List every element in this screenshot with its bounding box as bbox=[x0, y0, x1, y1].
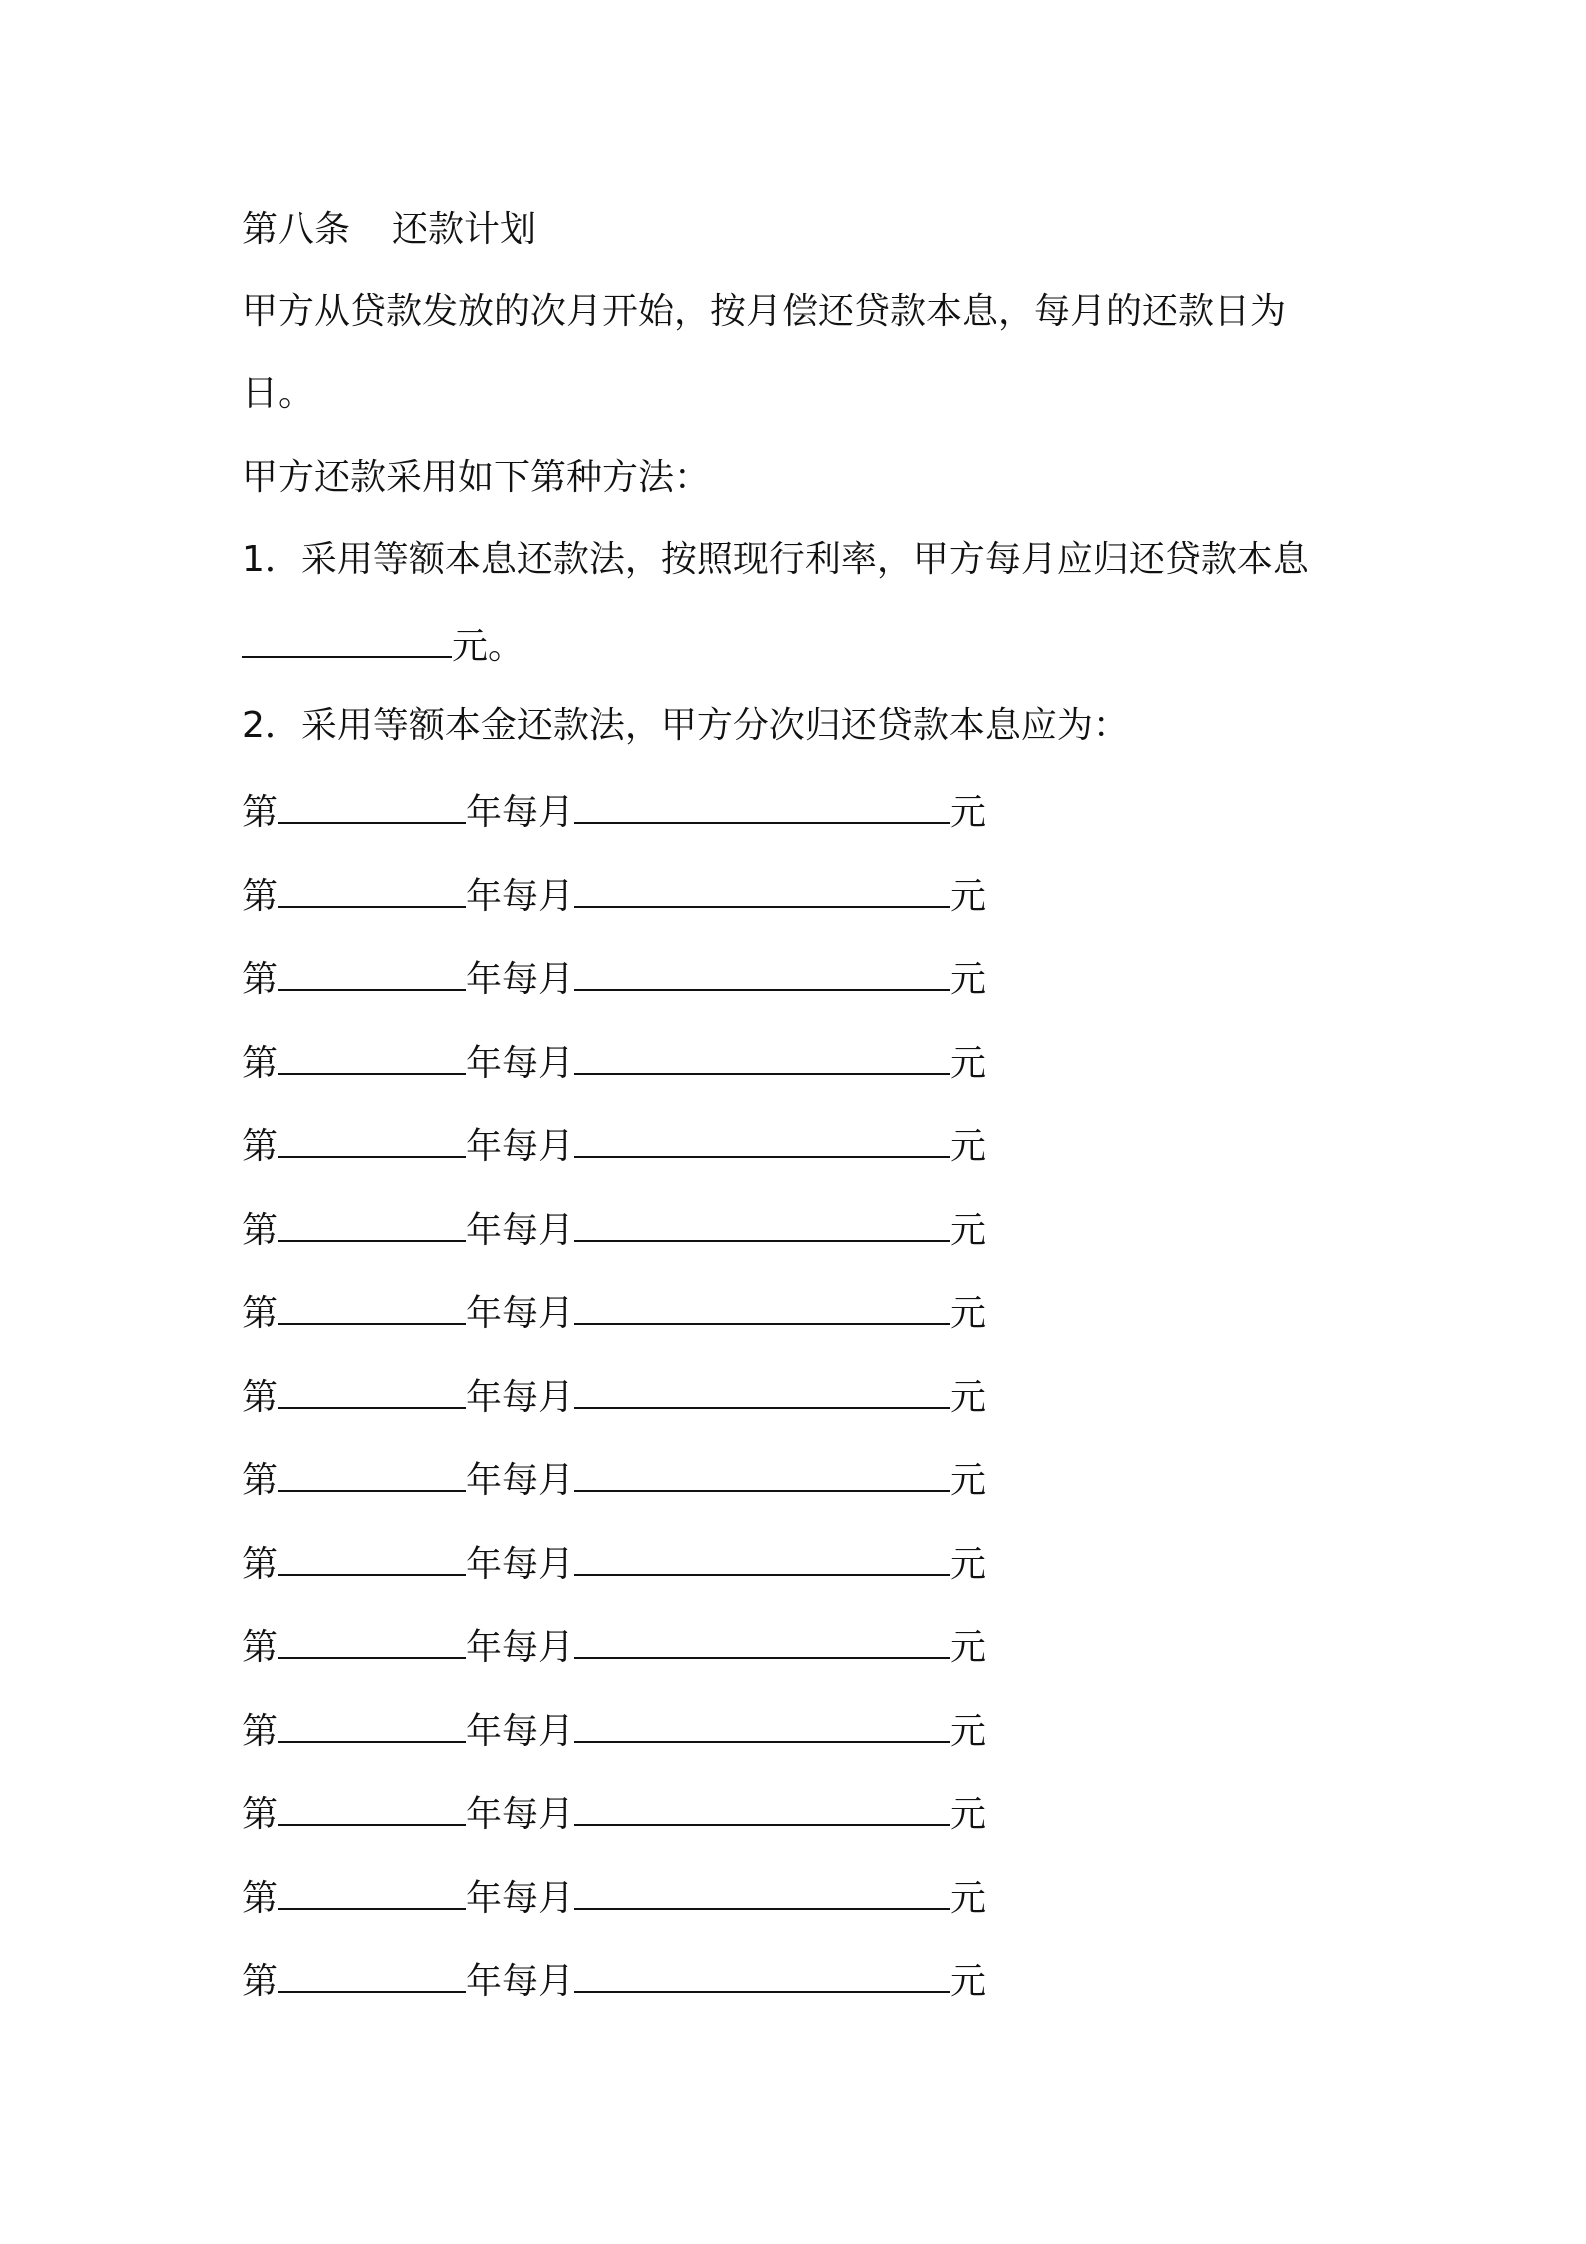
year-blank[interactable] bbox=[278, 1874, 466, 1910]
schedule-row-prefix: 第 bbox=[242, 1210, 279, 1251]
year-blank[interactable] bbox=[278, 1289, 466, 1325]
amount-blank[interactable] bbox=[574, 1707, 950, 1743]
schedule-row bbox=[242, 1373, 986, 1420]
article-heading bbox=[242, 208, 536, 252]
schedule-row-middle: 年每月 bbox=[466, 1544, 575, 1585]
year-blank[interactable] bbox=[278, 1456, 466, 1492]
schedule-row-prefix: 第 bbox=[242, 1126, 279, 1167]
schedule-row-suffix: 元 bbox=[950, 1961, 987, 2002]
amount-blank[interactable] bbox=[574, 788, 950, 824]
schedule-row-prefix: 第 bbox=[242, 1460, 279, 1501]
schedule-row-prefix: 第 bbox=[242, 1544, 279, 1585]
year-blank[interactable] bbox=[278, 1707, 466, 1743]
schedule-row-prefix: 第 bbox=[242, 792, 279, 833]
amount-blank[interactable] bbox=[574, 1373, 950, 1409]
monthly-amount-blank[interactable] bbox=[242, 622, 452, 658]
amount-blank[interactable] bbox=[574, 1039, 950, 1075]
schedule-row-suffix: 元 bbox=[950, 1293, 987, 1334]
schedule-row-prefix: 第 bbox=[242, 1293, 279, 1334]
schedule-row-suffix: 元 bbox=[950, 959, 987, 1000]
article-number: 第八条 bbox=[242, 209, 351, 250]
method-1-suffix: 元。 bbox=[452, 626, 525, 667]
schedule-row bbox=[242, 1540, 986, 1587]
method-1-line-2 bbox=[242, 622, 524, 669]
schedule-row bbox=[242, 1289, 986, 1336]
year-blank[interactable] bbox=[278, 1790, 466, 1826]
schedule-row-middle: 年每月 bbox=[466, 959, 575, 1000]
paragraph-2: 甲方还款采用如下第种方法： bbox=[242, 457, 711, 498]
schedule-row-suffix: 元 bbox=[950, 876, 987, 917]
schedule-row bbox=[242, 1122, 986, 1169]
year-blank[interactable] bbox=[278, 872, 466, 908]
schedule-row-prefix: 第 bbox=[242, 959, 279, 1000]
paragraph-1-line-2: 日。 bbox=[242, 373, 315, 414]
schedule-row-middle: 年每月 bbox=[466, 792, 575, 833]
amount-blank[interactable] bbox=[574, 1957, 950, 1993]
schedule-row bbox=[242, 1707, 986, 1754]
amount-blank[interactable] bbox=[574, 1623, 950, 1659]
schedule-row bbox=[242, 1623, 986, 1670]
year-blank[interactable] bbox=[278, 1206, 466, 1242]
schedule-row-middle: 年每月 bbox=[466, 1794, 575, 1835]
schedule-row bbox=[242, 1039, 986, 1086]
schedule-row-prefix: 第 bbox=[242, 1878, 279, 1919]
schedule-row-middle: 年每月 bbox=[466, 1711, 575, 1752]
schedule-row bbox=[242, 872, 986, 919]
year-blank[interactable] bbox=[278, 1039, 466, 1075]
year-blank[interactable] bbox=[278, 788, 466, 824]
schedule-row-suffix: 元 bbox=[950, 1043, 987, 1084]
schedule-row bbox=[242, 1957, 986, 2004]
schedule-row-prefix: 第 bbox=[242, 1043, 279, 1084]
schedule-row-suffix: 元 bbox=[950, 1794, 987, 1835]
schedule-row-suffix: 元 bbox=[950, 1377, 987, 1418]
schedule-row-middle: 年每月 bbox=[466, 1961, 575, 2002]
schedule-row bbox=[242, 955, 986, 1002]
schedule-row-suffix: 元 bbox=[950, 1126, 987, 1167]
schedule-row-suffix: 元 bbox=[950, 1544, 987, 1585]
year-blank[interactable] bbox=[278, 1373, 466, 1409]
schedule-row-middle: 年每月 bbox=[466, 876, 575, 917]
method-2-text: 2．采用等额本金还款法，甲方分次归还贷款本息应为： bbox=[242, 705, 1129, 746]
amount-blank[interactable] bbox=[574, 1206, 950, 1242]
year-blank[interactable] bbox=[278, 1540, 466, 1576]
amount-blank[interactable] bbox=[574, 872, 950, 908]
article-title: 还款计划 bbox=[392, 209, 537, 250]
schedule-row-middle: 年每月 bbox=[466, 1043, 575, 1084]
year-blank[interactable] bbox=[278, 955, 466, 991]
schedule-row-prefix: 第 bbox=[242, 876, 279, 917]
year-blank[interactable] bbox=[278, 1623, 466, 1659]
schedule-row-prefix: 第 bbox=[242, 1377, 279, 1418]
schedule-row-suffix: 元 bbox=[950, 1878, 987, 1919]
schedule-row-middle: 年每月 bbox=[466, 1627, 575, 1668]
year-blank[interactable] bbox=[278, 1957, 466, 1993]
schedule-row bbox=[242, 1790, 986, 1837]
amount-blank[interactable] bbox=[574, 1790, 950, 1826]
schedule-row-prefix: 第 bbox=[242, 1794, 279, 1835]
amount-blank[interactable] bbox=[574, 955, 950, 991]
schedule-row-prefix: 第 bbox=[242, 1961, 279, 2002]
schedule-row bbox=[242, 1874, 986, 1921]
schedule-row-suffix: 元 bbox=[950, 1627, 987, 1668]
schedule-row bbox=[242, 1206, 986, 1253]
amount-blank[interactable] bbox=[574, 1540, 950, 1576]
schedule-row-prefix: 第 bbox=[242, 1627, 279, 1668]
schedule-row-middle: 年每月 bbox=[466, 1460, 575, 1501]
paragraph-1-line-1: 甲方从贷款发放的次月开始，按月偿还贷款本息，每月的还款日为 bbox=[242, 291, 1287, 332]
schedule-row-middle: 年每月 bbox=[466, 1126, 575, 1167]
schedule-row-suffix: 元 bbox=[950, 792, 987, 833]
amount-blank[interactable] bbox=[574, 1456, 950, 1492]
schedule-row bbox=[242, 788, 986, 835]
schedule-row-prefix: 第 bbox=[242, 1711, 279, 1752]
amount-blank[interactable] bbox=[574, 1122, 950, 1158]
schedule-row-middle: 年每月 bbox=[466, 1878, 575, 1919]
schedule-row-suffix: 元 bbox=[950, 1460, 987, 1501]
year-blank[interactable] bbox=[278, 1122, 466, 1158]
schedule-row-middle: 年每月 bbox=[466, 1293, 575, 1334]
schedule-row-suffix: 元 bbox=[950, 1210, 987, 1251]
schedule-row-suffix: 元 bbox=[950, 1711, 987, 1752]
amount-blank[interactable] bbox=[574, 1289, 950, 1325]
amount-blank[interactable] bbox=[574, 1874, 950, 1910]
schedule-row-middle: 年每月 bbox=[466, 1377, 575, 1418]
method-1-line-1: 1．采用等额本息还款法，按照现行利率，甲方每月应归还贷款本息 bbox=[242, 539, 1309, 580]
schedule-row bbox=[242, 1456, 986, 1503]
schedule-row-middle: 年每月 bbox=[466, 1210, 575, 1251]
